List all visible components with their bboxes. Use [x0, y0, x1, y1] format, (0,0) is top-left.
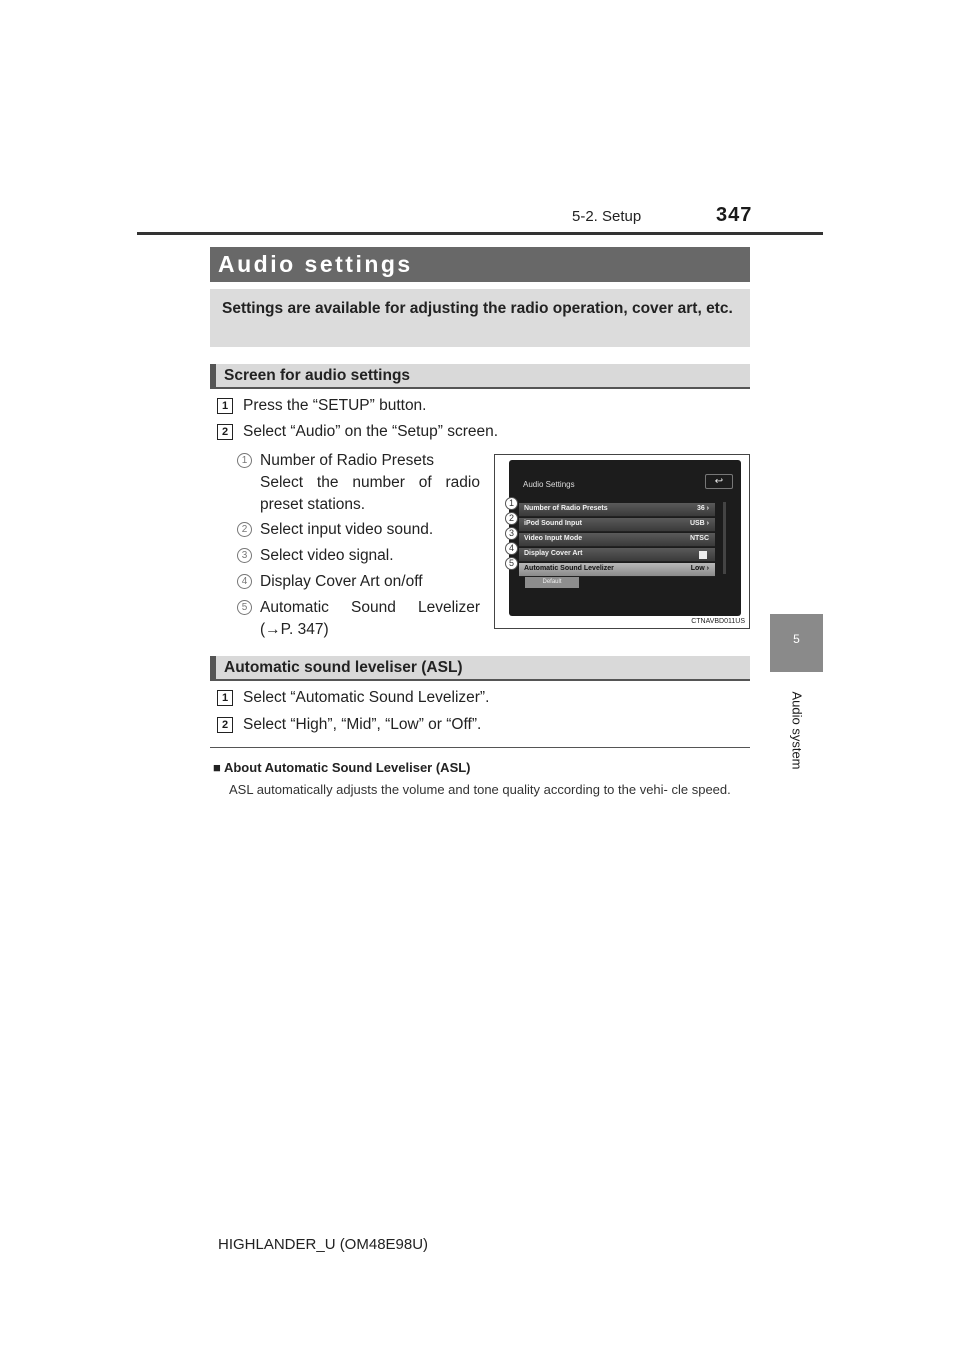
screen-row-value: NTSC [689, 535, 709, 542]
screenshot-figure [494, 454, 750, 629]
callout-number: 2 [237, 522, 252, 537]
image-code: CTNAVBD011US [691, 618, 745, 625]
subheading-asl-label: Automatic sound leveliser (ASL) [224, 659, 463, 676]
callout-number: 1 [237, 453, 252, 468]
chapter-title: Audio system [789, 691, 805, 770]
callout-text: preset stations. [260, 496, 366, 513]
callout-number: 4 [237, 574, 252, 589]
screen-row [519, 518, 715, 532]
figure-callout: 5 [505, 557, 518, 570]
step-number: 2 [217, 717, 233, 733]
step-number: 1 [217, 398, 233, 414]
step-text: Select “Audio” on the “Setup” screen. [243, 423, 499, 440]
screen-title: Audio Settings [523, 480, 575, 489]
section-divider [210, 747, 750, 748]
footer-model-code: HIGHLANDER_U (OM48E98U) [218, 1236, 429, 1253]
callout-text: Select input video sound. [260, 521, 434, 538]
step-text: Select “Automatic Sound Levelizer”. [243, 689, 490, 706]
subheading-asl [210, 656, 750, 681]
screen-row [519, 503, 715, 517]
about-text: ASL automatically adjusts the volume and tone quality according to the vehi- cle speed. [229, 782, 731, 797]
step-text: Press the “SETUP” button. [243, 397, 427, 414]
callout-text: Automatic Sound Levelizer [260, 599, 480, 616]
subheading-screen [210, 364, 750, 389]
callout-text: Select the number of radio [260, 474, 480, 491]
chapter-number: 5 [793, 632, 800, 646]
intro-text: Settings are available for adjusting the radio operation, cover art, etc. [222, 300, 733, 317]
figure-callout: 3 [505, 527, 518, 540]
title-bar [210, 247, 750, 282]
screen-row [519, 533, 715, 547]
page-number: 347 [716, 204, 753, 226]
callout-number: 3 [237, 548, 252, 563]
page-title: Audio settings [218, 251, 413, 277]
step-number: 2 [217, 424, 233, 440]
screen-row-value: 36 › [696, 505, 709, 512]
callout-number: 5 [237, 600, 252, 615]
screen-row-value: Low › [690, 565, 709, 572]
screen-row-label: Video Input Mode [524, 535, 583, 542]
chapter-tab [770, 614, 823, 672]
back-icon: ↩ [705, 474, 733, 489]
figure-callout: 4 [505, 542, 518, 555]
section-label: 5-2. Setup [572, 208, 642, 225]
callout-text: Number of Radio Presets [260, 452, 435, 469]
default-button: Default [525, 577, 579, 588]
figure-callout: 1 [505, 497, 518, 510]
about-heading: ■ About Automatic Sound Leveliser (ASL) [213, 760, 471, 775]
screen-row [519, 563, 715, 577]
screen-row-label: Display Cover Art [524, 550, 583, 557]
scrollbar [723, 502, 726, 574]
audio-settings-screen [509, 460, 741, 616]
step-text: Select “High”, “Mid”, “Low” or “Off”. [243, 716, 482, 733]
subheading-screen-label: Screen for audio settings [224, 367, 411, 384]
checkbox-icon [699, 551, 707, 559]
step-number: 1 [217, 690, 233, 706]
screen-row-label: Automatic Sound Levelizer [524, 565, 614, 572]
screen-row-value: USB › [689, 520, 709, 527]
callout-text: Display Cover Art on/off [260, 573, 423, 590]
callout-text: (→P. 347) [260, 621, 329, 638]
figure-callout: 2 [505, 512, 518, 525]
intro-box [210, 289, 750, 347]
screen-row-label: iPod Sound Input [524, 520, 582, 527]
screen-row [519, 548, 715, 562]
screen-row-label: Number of Radio Presets [524, 505, 608, 512]
header-divider [137, 232, 823, 235]
callout-text: Select video signal. [260, 547, 394, 564]
